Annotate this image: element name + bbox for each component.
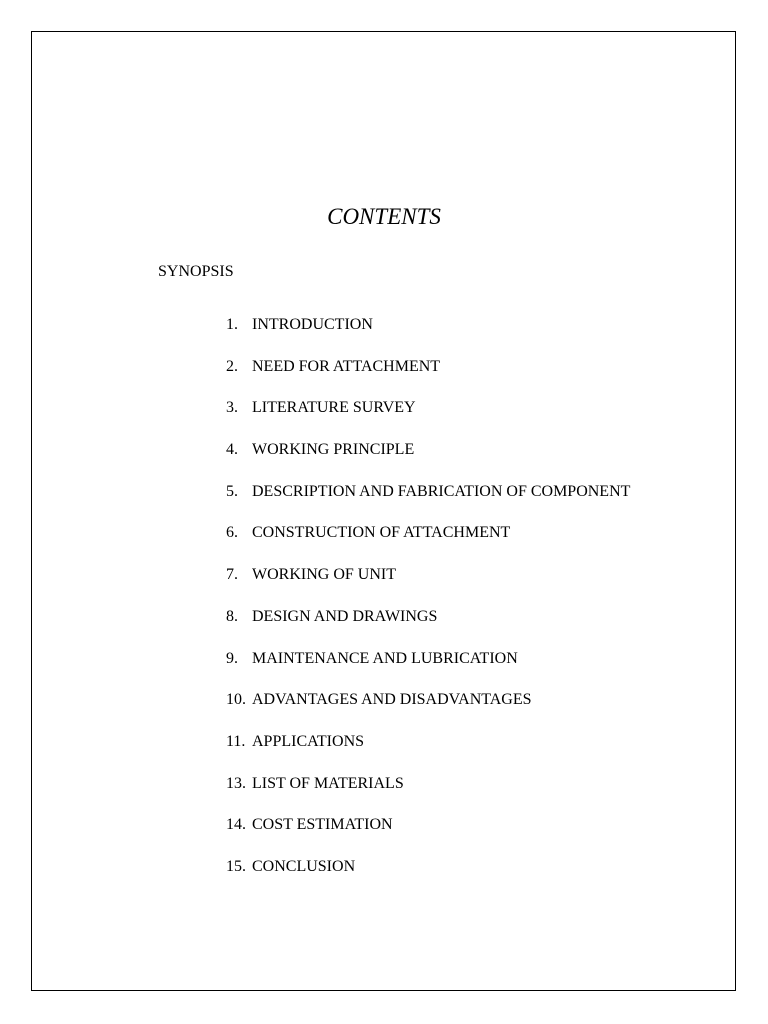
toc-item-label: APPLICATIONS	[252, 732, 365, 750]
toc-item-number: 8.	[226, 607, 238, 625]
toc-item-label: LIST OF MATERIALS	[252, 774, 404, 792]
toc-item-number: 5.	[226, 482, 238, 500]
toc-item-label: INTRODUCTION	[252, 316, 373, 333]
toc-item	[226, 596, 656, 638]
toc-item	[226, 763, 656, 805]
toc-item-number: 1.	[226, 316, 238, 333]
toc-item-label: NEED FOR ATTACHMENT	[252, 357, 441, 375]
toc-item-number: 3.	[226, 399, 238, 417]
toc-item-label: ADVANTAGES AND DISADVANTAGES	[252, 691, 532, 709]
toc-item-number: 2.	[226, 357, 238, 375]
contents-title: CONTENTS	[327, 204, 441, 229]
toc-item	[226, 346, 656, 388]
toc-item-number: 6.	[226, 524, 238, 542]
toc-item	[226, 638, 656, 680]
toc-item-label: COST ESTIMATION	[252, 816, 393, 834]
toc-item	[226, 471, 656, 513]
toc-item-label: WORKING PRINCIPLE	[252, 441, 415, 459]
toc-item-label: CONSTRUCTION OF ATTACHMENT	[252, 524, 511, 542]
toc-item-label: DESIGN AND DRAWINGS	[252, 607, 438, 625]
toc-item-number: 15.	[226, 857, 246, 875]
toc-item	[226, 554, 656, 596]
toc-item-number: 13.	[226, 774, 246, 792]
toc-item	[226, 721, 656, 763]
toc-item-number: 11.	[226, 732, 246, 750]
toc-item	[226, 304, 656, 346]
toc-item	[226, 804, 656, 846]
toc-item	[226, 387, 656, 429]
toc-item	[226, 512, 656, 554]
toc-item-label: WORKING OF UNIT	[252, 566, 396, 584]
toc-item-number: 14.	[226, 816, 246, 834]
toc-item-label: CONCLUSION	[252, 857, 356, 875]
toc-item-label: LITERATURE SURVEY	[252, 399, 416, 417]
toc-item-label: MAINTENANCE AND LUBRICATION	[252, 649, 518, 667]
toc-item-number: 9.	[226, 649, 238, 667]
toc-item	[226, 846, 656, 888]
toc-item	[226, 679, 656, 721]
toc-item-number: 10.	[226, 691, 246, 709]
toc-list	[226, 304, 656, 888]
toc-item-number: 4.	[226, 441, 238, 459]
toc-item	[226, 429, 656, 471]
toc-item-number: 7.	[226, 566, 238, 584]
synopsis-entry: SYNOPSIS	[158, 263, 234, 280]
toc-item-label: DESCRIPTION AND FABRICATION OF COMPONENT	[252, 482, 631, 500]
